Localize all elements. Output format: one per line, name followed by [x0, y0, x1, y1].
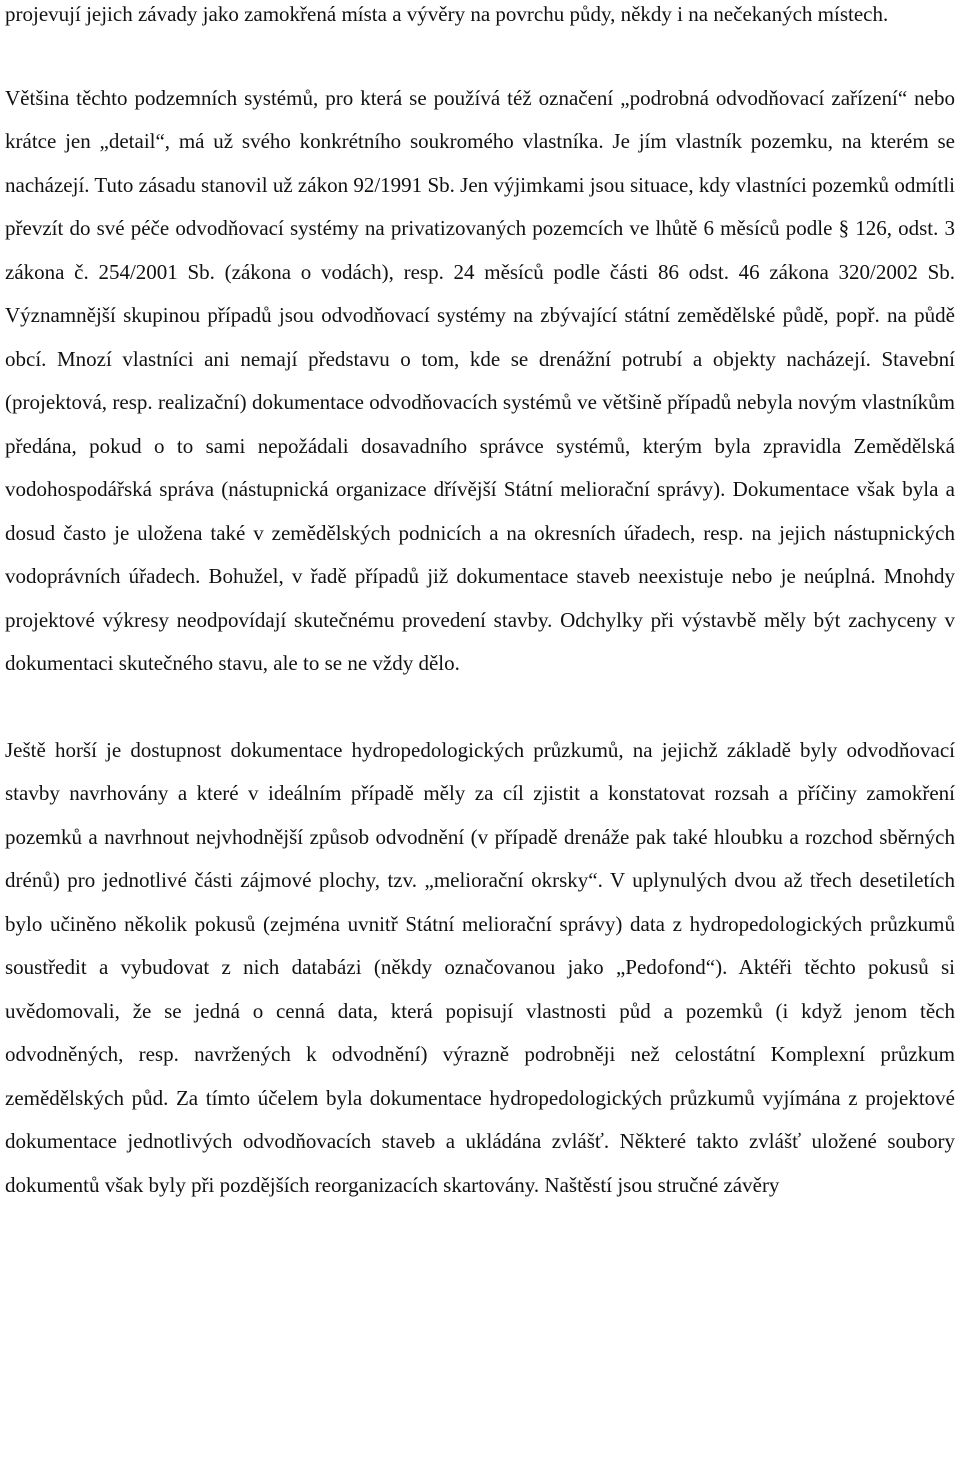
paragraph-hydropedology-surveys: Ještě horší je dostupnost dokumentace hydropedologických průzkumů, na jejichž základě byly odvodňovací stavby navrhovány a které v ideálním případě měly za cíl zjistit a konstatovat rozsah a příčiny zamokření pozemků a navrhnout nejvhodnější způsob odvodnění (v případě drenáže pak také hloubku a rozchod sběrných drénů) pro jednotlivé části zájmové plochy, tzv. „meliorační okrsky“. V uplynulých dvou až třech desetiletích bylo učiněno několik pokusů (zejména uvnitř Státní meliorační správy) data z hydropedologických průzkumů soustředit a vybudovat z nich databázi (někdy označovanou jako „Pedofond“). Aktéři těchto pokusů si uvědomovali, že se jedná o cenná data, která popisují vlastnosti půd a pozemků (i když jenom těch odvodněných, resp. navržených k odvodnění) výrazně podrobněji než celostátní Komplexní průzkum zemědělských půd. Za tímto účelem byla dokumentace hydropedologických průzkumů vyjímána z projektové dokumentace jednotlivých odvodňovacích staveb a ukládána zvlášť. Některé takto zvlášť uložené soubory dokumentů však byly při pozdějších reorganizacích skartovány. Naštěstí jsou stručné závěry: [5, 737, 955, 1197]
paragraph-continuation: projevují jejich závady jako zamokřená místa a vývěry na povrchu půdy, někdy i na nečekaných místech.: [5, 2, 889, 26]
document-page: [5, 0, 955, 1207]
paragraph-drainage-ownership: Většina těchto podzemních systémů, pro která se používá též označení „podrobná odvodňovací zařízení“ nebo krátce jen „detail“, má už svého konkrétního soukromého vlastníka. Je jím vlastník pozemku, na kterém se nacházejí. Tuto zásadu stanovil už zákon 92/1991 Sb. Jen výjimkami jsou situace, kdy vlastníci pozemků odmítli převzít do své péče odvodňovací systémy na privatizovaných pozemcích ve lhůtě 6 měsíců podle § 126, odst. 3 zákona č. 254/2001 Sb. (zákona o vodách), resp. 24 měsíců podle části 86 odst. 46 zákona 320/2002 Sb. Významnější skupinou případů jsou odvodňovací systémy na zbývající státní zemědělské půdě, popř. na půdě obcí. Mnozí vlastníci ani nemají představu o tom, kde se drenážní potrubí a objekty nacházejí. Stavební (projektová, resp. realizační) dokumentace odvodňovacích systémů ve většině případů nebyla novým vlastníkům předána, pokud o to sami nepožádali dosavadního správce systémů, kterým byla zpravidla Zemědělská vodohospodářská správa (nástupnická organizace dřívější Státní meliorační správy). Dokumentace však byla a dosud často je uložena také v zemědělských podnicích a na okresních úřadech, resp. na jejich nástupnických vodoprávních úřadech. Bohužel, v řadě případů již dokumentace staveb neexistuje nebo je neúplná. Mnohdy projektové výkresy neodpovídají skutečnému provedení stavby. Odchylky při výstavbě měly být zachyceny v dokumentaci skutečného stavu, ale to se ne vždy dělo.: [5, 85, 955, 675]
